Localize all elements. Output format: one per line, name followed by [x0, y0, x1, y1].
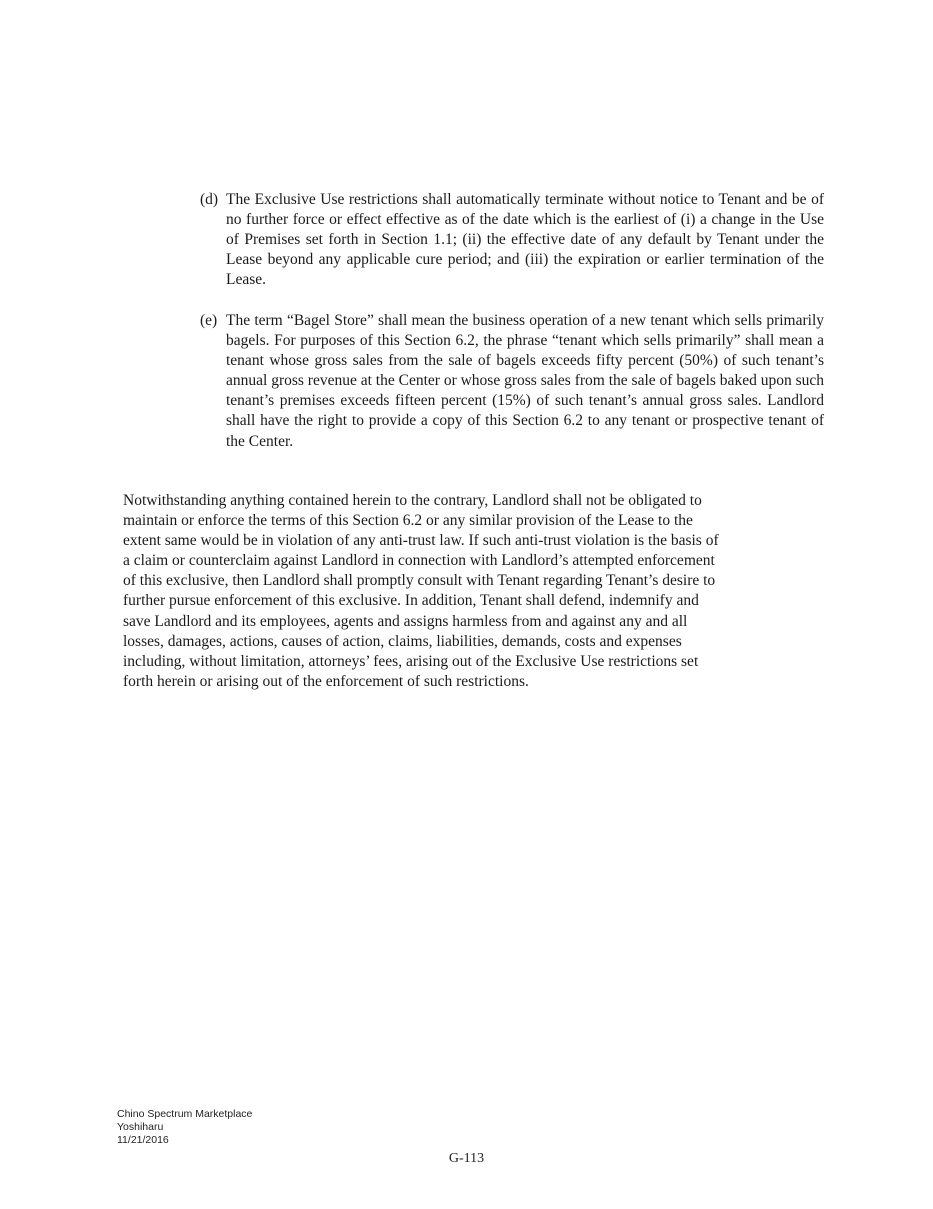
clause-d-text: The Exclusive Use restrictions shall automatically terminate without notice to Tenant and be of no further force or effect effective as of the date which is the earliest of (i) a change in the Use of Premises set forth in Section 1.1; (ii) the effective date of any default by Tenant under the Lease beyond any applicable cure period; and (iii) the expiration or earlier termination of the Lease.	[226, 191, 824, 289]
footer-info	[117, 1108, 252, 1147]
footer-property-name: Chino Spectrum Marketplace	[117, 1108, 253, 1120]
clause-e	[200, 311, 824, 452]
paragraph-line: extent same would be in violation of any anti-trust law. If such anti-trust violation is the basis of	[123, 532, 719, 550]
paragraph-line: forth herein or arising out of the enforcement of such restrictions.	[123, 672, 529, 690]
clause-d	[200, 190, 824, 290]
paragraph-line: a claim or counterclaim against Landlord in connection with Landlord’s attempted enforcement	[123, 552, 715, 570]
paragraph-line: including, without limitation, attorneys’ fees, arising out of the Exclusive Use restrictions set	[123, 652, 699, 670]
paragraph-line: of this exclusive, then Landlord shall promptly consult with Tenant regarding Tenant’s desire to	[123, 572, 716, 590]
footer-date: 11/21/2016	[117, 1134, 169, 1146]
paragraph-line: maintain or enforce the terms of this Section 6.2 or any similar provision of the Lease to the	[123, 512, 693, 530]
footer-tenant-name: Yoshiharu	[117, 1121, 164, 1133]
clause-d-marker: (d)	[200, 191, 219, 208]
clause-e-marker: (e)	[200, 312, 218, 329]
clause-e-text: The term “Bagel Store” shall mean the business operation of a new tenant which sells primarily bagels. For purposes of this Section 6.2, the phrase “tenant which sells primarily” shall mean a tenant whose gross sales from the sale of bagels exceeds fifty percent (50%) of such tenant’s annual gross revenue at the Center or whose gross sales from the sale of bagels baked upon such tenant’s premises exceeds fifteen percent (15%) of such tenant’s annual gross sales. Landlord shall have the right to provide a copy of this Section 6.2 to any tenant or prospective tenant of the Center.	[226, 312, 824, 450]
paragraph-line: Notwithstanding anything contained herein to the contrary, Landlord shall not be obligated to	[123, 492, 702, 509]
paragraph-line: save Landlord and its employees, agents and assigns harmless from and against any and all	[123, 612, 688, 630]
paragraph-line: losses, damages, actions, causes of action, claims, liabilities, demands, costs and expenses	[123, 632, 682, 650]
notwithstanding-paragraph	[123, 491, 820, 692]
page-number: G-113	[448, 1151, 485, 1166]
paragraph-line: further pursue enforcement of this exclusive. In addition, Tenant shall defend, indemnify and	[123, 592, 699, 610]
